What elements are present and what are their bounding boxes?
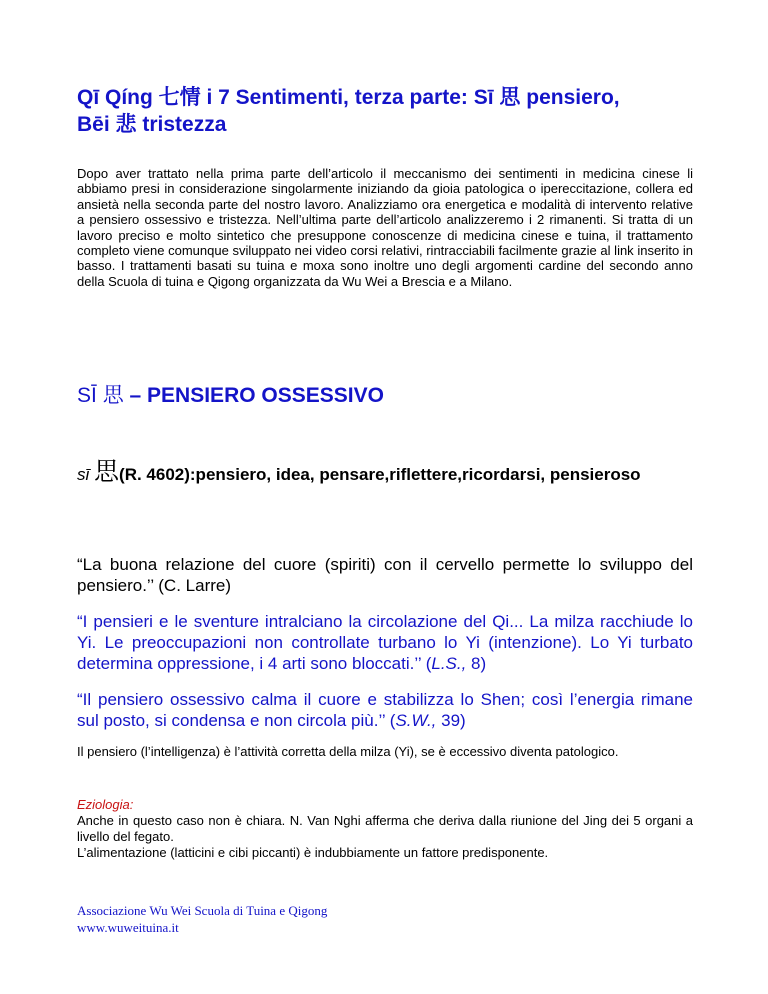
intro-paragraph: Dopo aver trattato nella prima parte dell’articolo il meccanismo dei sentimenti in medicina cinese li abbiamo presi in considerazione singolarmente iniziando da gioia patologica o ipereccitazione, collera ed ansietà nella seconda parte del nostro lavoro. Analizziamo ora energetica e modalità di intervento relative a pensiero ossessivo e tristezza. Nell’ultima parte dell’articolo analizzeremo i 2 rimanenti. Si tratta di un lavoro preciso e molto sintetico che presuppone conoscenze di medicina cinese e tuina, il trattamento completo viene comunque sviluppato nei video corsi relativi, rintracciabili facilmente grazie al link inserito in basso. I trattamenti basati su tuina e moxa sono inoltre uno degli argomenti cardine del secondo anno della Scuola di tuina e Qigong organizzata da Wu Wei a Brescia e a Milano. bbox=[77, 166, 693, 289]
section-label: – PENSIERO OSSESSIVO bbox=[123, 384, 384, 407]
quote-lingshu bbox=[77, 611, 693, 674]
quote-suwen-end: 39) bbox=[436, 711, 466, 730]
quote-suwen-text: “Il pensiero ossessivo calma il cuore e stabilizza lo Shen; così l’energia rimane sul posto, si condensa e non circola più.’’ ( bbox=[77, 690, 693, 730]
quote-larre: “La buona relazione del cuore (spiriti) con il cervello permette lo sviluppo del pensiero.’’ (C. Larre) bbox=[77, 555, 693, 595]
character-definition bbox=[77, 460, 693, 487]
quote-lingshu-end: 8) bbox=[466, 654, 487, 673]
section-pinyin: SĪ bbox=[77, 384, 97, 407]
title-line-2: Bēi 悲 tristezza bbox=[77, 113, 227, 136]
section-hanzi: 思 bbox=[102, 384, 124, 407]
page-footer bbox=[77, 902, 327, 936]
eziologia-block bbox=[77, 797, 693, 861]
quote-suwen-source: S.W., bbox=[395, 711, 437, 730]
eziologia-heading: Eziologia: bbox=[77, 797, 134, 812]
definition-text: (R. 4602):pensiero, idea, pensare,riflettere,ricordarsi, pensieroso bbox=[119, 465, 641, 484]
definition-pinyin: sī bbox=[77, 465, 90, 484]
section-heading bbox=[77, 383, 384, 409]
article-title bbox=[77, 84, 693, 138]
definition-hanzi: 思 bbox=[94, 458, 120, 486]
footer-website-link[interactable]: www.wuweituina.it bbox=[77, 920, 179, 935]
quote-lingshu-source: L.S., bbox=[431, 654, 467, 673]
spleen-note: Il pensiero (l’intelligenza) è l’attività corretta della milza (Yi), se è eccessivo diventa patologico. bbox=[77, 744, 619, 759]
quote-lingshu-text: “I pensieri e le sventure intralciano la circolazione del Qi... La milza racchiude lo Yi. Le preoccupazioni non controllate turbano lo Yi (intenzione). Lo Yi turbato determina oppressione, i 4 arti sono bloccati.’’ ( bbox=[77, 612, 693, 673]
eziologia-line-2: L’alimentazione (latticini e cibi piccanti) è indubbiamente un fattore predisponente. bbox=[77, 845, 549, 860]
title-line-1: Qī Qíng 七情 i 7 Sentimenti, terza parte: Sī 思 pensiero, bbox=[77, 86, 620, 109]
eziologia-line-1: Anche in questo caso non è chiara. N. Van Nghi afferma che deriva dalla riunione del Jing dei 5 organi a livello del fegato. bbox=[77, 813, 693, 844]
footer-organization: Associazione Wu Wei Scuola di Tuina e Qigong bbox=[77, 903, 328, 918]
quote-suwen bbox=[77, 689, 693, 731]
